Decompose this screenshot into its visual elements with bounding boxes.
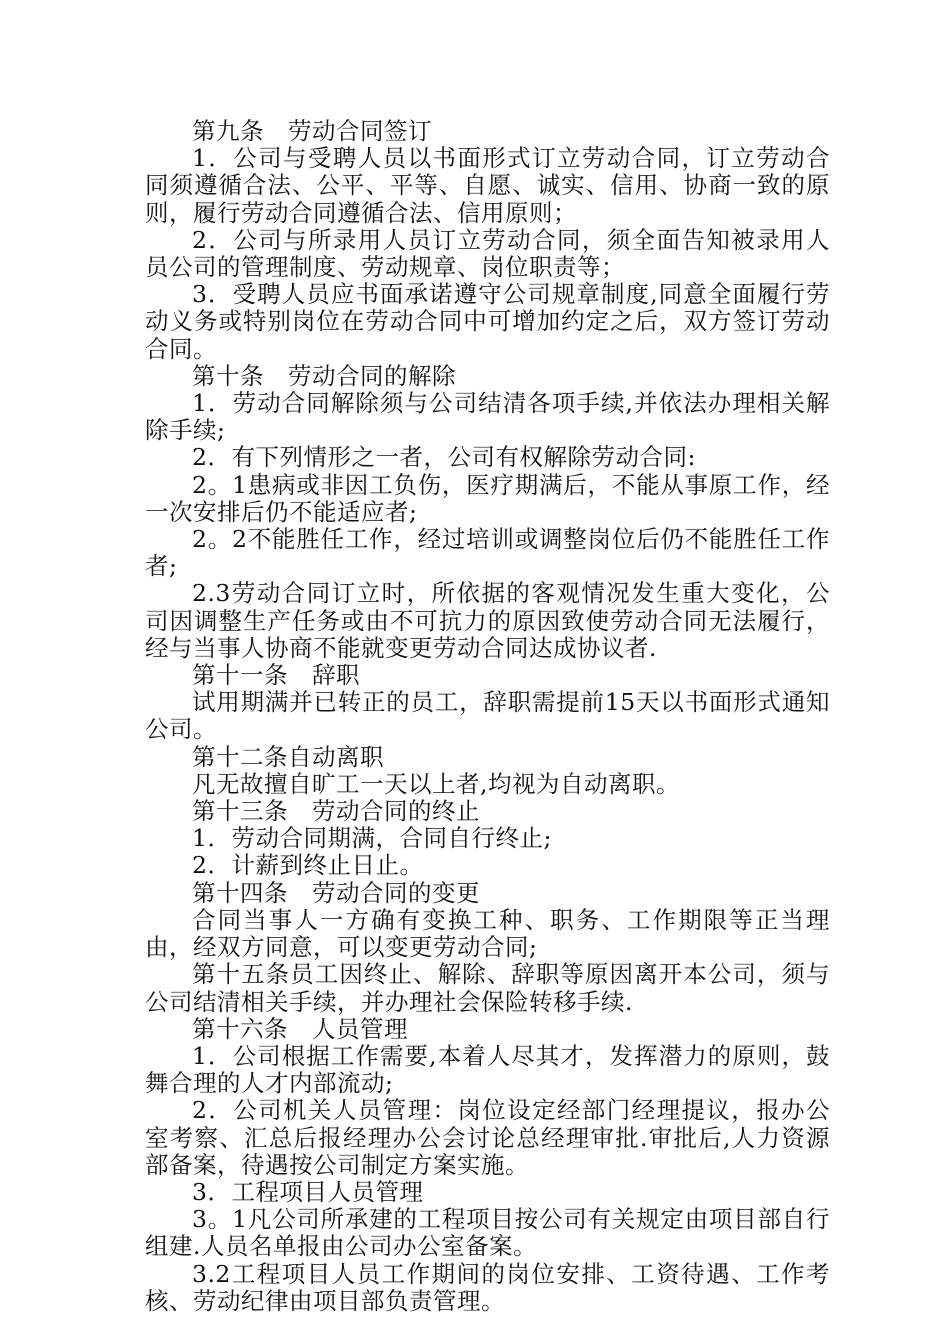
paragraph: 2。2不能胜任工作，经过培训或调整岗位后仍不能胜任工作者;: [145, 525, 830, 581]
paragraph: 2．有下列情形之一者，公司有权解除劳动合同:: [192, 443, 696, 472]
paragraph: 1．公司根据工作需要,本着人尽其才，发挥潜力的原则，鼓舞合理的人才内部流动;: [145, 1041, 830, 1098]
document-page: [145, 118, 830, 1315]
heading-article-11: 第十一条 辞职: [192, 661, 360, 690]
paragraph: 1．劳动合同期满，合同自行终止;: [192, 824, 552, 853]
paragraph: 3．受聘人员应书面承诺遵守公司规章制度,同意全面履行劳动义务或特别岗位在劳动合同中可增加约定之后，双方签订劳动合同。: [145, 280, 830, 363]
heading-article-12: 第十二条自动离职: [192, 742, 384, 771]
paragraph: 3。1凡公司所承建的工程项目按公司有关规定由项目部自行组建.人员名单报由公司办公室备案。: [145, 1205, 830, 1261]
heading-article-16: 第十六条 人员管理: [192, 1014, 408, 1043]
paragraph: 2．公司与所录用人员订立劳动合同，须全面告知被录用人员公司的管理制度、劳动规章、岗位职责等；: [145, 225, 830, 282]
paragraph: 1．公司与受聘人员以书面形式订立劳动合同，订立劳动合同须遵循合法、公平、平等、自愿、诚实、信用、协商一致的原则，履行劳动合同遵循合法、信用原则；: [145, 144, 830, 227]
paragraph: 3.2工程项目人员工作期间的岗位安排、工资待遇、工作考核、劳动纪律由项目部负责管理。: [145, 1259, 830, 1315]
paragraph: 2.3劳动合同订立时，所依据的客观情况发生重大变化，公司因调整生产任务或由不可抗力的原因致使劳动合同无法履行，经与当事人协商不能就变更劳动合同达成协议者.: [145, 579, 830, 662]
heading-article-10: 第十条 劳动合同的解除: [192, 361, 456, 390]
heading-article-14: 第十四条 劳动合同的变更: [192, 878, 480, 907]
heading-article-9: 第九条 劳动合同签订: [192, 117, 432, 145]
paragraph: 1．劳动合同解除须与公司结清各项手续,并依法办理相关解除手续;: [145, 389, 830, 445]
paragraph: 2．公司机关人员管理：岗位设定经部门经理提议，报办公室考察、汇总后报经理办公会讨论总经理审批.审批后,人力资源部备案，待遇按公司制定方案实施。: [145, 1096, 830, 1179]
paragraph: 凡无故擅自旷工一天以上者,均视为自动离职。: [192, 769, 680, 798]
paragraph: 2。1患病或非因工负伤，医疗期满后，不能从事原工作，经一次安排后仍不能适应者;: [145, 470, 830, 526]
paragraph: 试用期满并已转正的员工，辞职需提前15天以书面形式通知公司。: [145, 688, 830, 744]
paragraph: 合同当事人一方确有变换工种、职务、工作期限等正当理由，经双方同意，可以变更劳动合同;: [145, 905, 830, 962]
paragraph: 3．工程项目人员管理: [192, 1177, 424, 1206]
paragraph-article-15: 第十五条员工因终止、解除、辞职等原因离开本公司，须与公司结清相关手续，并办理社会保险转移手续.: [145, 960, 830, 1016]
heading-article-13: 第十三条 劳动合同的终止: [192, 797, 480, 826]
paragraph: 2．计薪到终止日止。: [192, 851, 424, 880]
